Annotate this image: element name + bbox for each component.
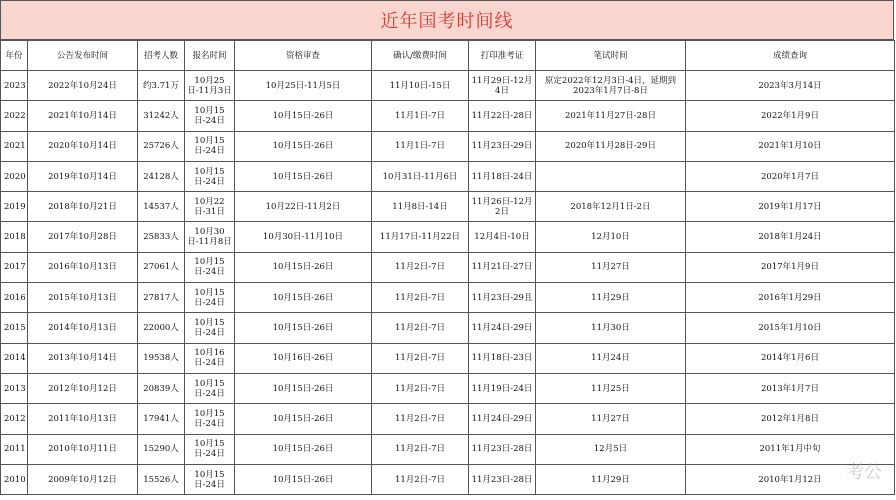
table-row [1, 434, 895, 464]
announce-date-cell: 2010年10月11日 [28, 434, 138, 464]
recruit-count-cell: 24128人 [138, 161, 185, 191]
table-body [1, 71, 895, 495]
admission-ticket-cell: 11月23日-29且 [469, 283, 536, 313]
admission-ticket-cell: 11月21日-27日 [469, 252, 536, 282]
watermark: 考公 [846, 462, 882, 483]
qualification-cell: 10月15日-26日 [235, 373, 372, 403]
year-cell: 2022 [1, 101, 28, 131]
payment-cell: 11月10日-15日 [372, 71, 469, 101]
year-cell: 2018 [1, 222, 28, 252]
written-exam-cell: 12月5日 [536, 434, 686, 464]
year-cell: 2013 [1, 373, 28, 403]
score-query-cell: 2018年1月24日 [686, 222, 895, 252]
written-exam-cell: 11月24日 [536, 343, 686, 373]
payment-cell: 11月2日-7日 [372, 313, 469, 343]
qualification-cell: 10月15日-26日 [235, 434, 372, 464]
written-exam-cell: 11月29日 [536, 464, 686, 494]
announce-date-cell: 2022年10月24日 [28, 71, 138, 101]
score-query-cell: 2017年1月9日 [686, 252, 895, 282]
recruit-count-cell: 15290人 [138, 434, 185, 464]
header-registration: 报名时间 [185, 41, 235, 71]
year-cell: 2017 [1, 252, 28, 282]
year-cell: 2011 [1, 434, 28, 464]
score-query-cell: 2019年1月17日 [686, 192, 895, 222]
recruit-count-cell: 31242人 [138, 101, 185, 131]
qualification-cell: 10月15日-26日 [235, 404, 372, 434]
table-row [1, 464, 895, 494]
score-query-cell: 2014年1月6日 [686, 343, 895, 373]
payment-cell: 11月2日-7日 [372, 464, 469, 494]
recruit-count-cell: 25833人 [138, 222, 185, 252]
header-year: 年份 [1, 41, 28, 71]
year-cell: 2012 [1, 404, 28, 434]
payment-cell: 11月2日-7日 [372, 404, 469, 434]
table-row [1, 373, 895, 403]
qualification-cell: 10月22日-11月2日 [235, 192, 372, 222]
written-exam-cell: 原定2022年12月3日-4日，延期到2023年1月7日-8日 [536, 71, 686, 101]
written-exam-cell: 11月27日 [536, 252, 686, 282]
score-query-cell: 2013年1月7日 [686, 373, 895, 403]
announce-date-cell: 2011年10月13日 [28, 404, 138, 434]
score-query-cell: 2021年1月10日 [686, 131, 895, 161]
table-row [1, 101, 895, 131]
header-announce-date: 公告发布时间 [28, 41, 138, 71]
admission-ticket-cell: 12月4日-10日 [469, 222, 536, 252]
table-row [1, 313, 895, 343]
page-title: 近年国考时间线 [380, 11, 514, 32]
payment-cell: 11月2日-7日 [372, 252, 469, 282]
recruit-count-cell: 22000人 [138, 313, 185, 343]
year-cell: 2021 [1, 131, 28, 161]
registration-cell: 10月15日-24日 [185, 464, 235, 494]
header-row [1, 41, 895, 71]
qualification-cell: 10月16日-26日 [235, 343, 372, 373]
header-admission-ticket: 打印准考证 [469, 41, 536, 71]
table-row [1, 222, 895, 252]
admission-ticket-cell: 11月19日-24日 [469, 373, 536, 403]
qualification-cell: 10月15日-26日 [235, 252, 372, 282]
header-recruit-count: 招考人数 [138, 41, 185, 71]
year-cell: 2014 [1, 343, 28, 373]
registration-cell: 10月15日-24日 [185, 313, 235, 343]
registration-cell: 10月15日-24日 [185, 252, 235, 282]
written-exam-cell: 2021年11月27日-28日 [536, 101, 686, 131]
admission-ticket-cell: 11月23日-29日 [469, 131, 536, 161]
year-cell: 2010 [1, 464, 28, 494]
year-cell: 2023 [1, 71, 28, 101]
score-query-cell: 2010年1月12日 [686, 464, 895, 494]
announce-date-cell: 2018年10月21日 [28, 192, 138, 222]
score-query-cell: 2011年1月中旬 [686, 434, 895, 464]
table-row [1, 161, 895, 191]
year-cell: 2020 [1, 161, 28, 191]
year-cell: 2015 [1, 313, 28, 343]
registration-cell: 10月22日-31日 [185, 192, 235, 222]
payment-cell: 11月1日-7日 [372, 101, 469, 131]
recruit-count-cell: 14537人 [138, 192, 185, 222]
recruit-count-cell: 20839人 [138, 373, 185, 403]
registration-cell: 10月15日-24日 [185, 373, 235, 403]
written-exam-cell: 11月27日 [536, 404, 686, 434]
recruit-count-cell: 27061人 [138, 252, 185, 282]
header-written-exam: 笔试时间 [536, 41, 686, 71]
payment-cell: 11月2日-7日 [372, 343, 469, 373]
score-query-cell: 2022年1月9日 [686, 101, 895, 131]
admission-ticket-cell: 11月29日-12月4日 [469, 71, 536, 101]
qualification-cell: 10月15日-26日 [235, 101, 372, 131]
announce-date-cell: 2019年10月14日 [28, 161, 138, 191]
admission-ticket-cell: 11月23日-28日 [469, 434, 536, 464]
registration-cell: 10月15日-24日 [185, 283, 235, 313]
written-exam-cell [536, 161, 686, 191]
registration-cell: 10月16日-24日 [185, 343, 235, 373]
table-row [1, 71, 895, 101]
registration-cell: 10月15日-24日 [185, 131, 235, 161]
score-query-cell: 2015年1月10日 [686, 313, 895, 343]
qualification-cell: 10月15日-26日 [235, 283, 372, 313]
announce-date-cell: 2014年10月13日 [28, 313, 138, 343]
written-exam-cell: 11月30日 [536, 313, 686, 343]
recruit-count-cell: 17941人 [138, 404, 185, 434]
registration-cell: 10月15日-24日 [185, 101, 235, 131]
registration-cell: 10月30日-11月8日 [185, 222, 235, 252]
recruit-count-cell: 15526人 [138, 464, 185, 494]
recruit-count-cell: 约3.71万 [138, 71, 185, 101]
table-row [1, 343, 895, 373]
recruit-count-cell: 27817人 [138, 283, 185, 313]
table-row [1, 283, 895, 313]
payment-cell: 11月2日-7日 [372, 283, 469, 313]
registration-cell: 10月15日-24日 [185, 161, 235, 191]
score-query-cell: 2023年3月14日 [686, 71, 895, 101]
table-row [1, 252, 895, 282]
written-exam-cell: 2018年12月1日-2日 [536, 192, 686, 222]
written-exam-cell: 11月29日 [536, 283, 686, 313]
payment-cell: 11月8日-14日 [372, 192, 469, 222]
admission-ticket-cell: 11月26日-12月2日 [469, 192, 536, 222]
announce-date-cell: 2012年10月12日 [28, 373, 138, 403]
payment-cell: 11月17日-11月22日 [372, 222, 469, 252]
qualification-cell: 10月15日-26日 [235, 313, 372, 343]
score-query-cell: 2012年1月8日 [686, 404, 895, 434]
registration-cell: 10月15日-24日 [185, 404, 235, 434]
payment-cell: 10月31日-11月6日 [372, 161, 469, 191]
announce-date-cell: 2013年10月14日 [28, 343, 138, 373]
exam-timeline-table [0, 40, 895, 495]
written-exam-cell: 11月25日 [536, 373, 686, 403]
qualification-cell: 10月25日-11月5日 [235, 71, 372, 101]
announce-date-cell: 2015年10月13日 [28, 283, 138, 313]
announce-date-cell: 2017年10月28日 [28, 222, 138, 252]
announce-date-cell: 2016年10月13日 [28, 252, 138, 282]
recruit-count-cell: 25726人 [138, 131, 185, 161]
admission-ticket-cell: 11月18日-24日 [469, 161, 536, 191]
table-row [1, 131, 895, 161]
registration-cell: 10月25日-11月3日 [185, 71, 235, 101]
admission-ticket-cell: 11月22日-28日 [469, 101, 536, 131]
announce-date-cell: 2009年10月12日 [28, 464, 138, 494]
payment-cell: 11月2日-7日 [372, 434, 469, 464]
qualification-cell: 10月15日-26日 [235, 464, 372, 494]
title-banner [0, 0, 894, 40]
written-exam-cell: 12月10日 [536, 222, 686, 252]
qualification-cell: 10月30日-11月10日 [235, 222, 372, 252]
announce-date-cell: 2020年10月14日 [28, 131, 138, 161]
table-row [1, 404, 895, 434]
score-query-cell: 2016年1月29日 [686, 283, 895, 313]
qualification-cell: 10月15日-26日 [235, 161, 372, 191]
admission-ticket-cell: 11月24日-29日 [469, 313, 536, 343]
written-exam-cell: 2020年11月28日-29日 [536, 131, 686, 161]
payment-cell: 11月2日-7日 [372, 373, 469, 403]
header-payment: 确认/缴费时间 [372, 41, 469, 71]
recruit-count-cell: 19538人 [138, 343, 185, 373]
score-query-cell: 2020年1月7日 [686, 161, 895, 191]
table-row [1, 192, 895, 222]
year-cell: 2019 [1, 192, 28, 222]
admission-ticket-cell: 11月18日-23日 [469, 343, 536, 373]
qualification-cell: 10月15日-26日 [235, 131, 372, 161]
registration-cell: 10月15日-24日 [185, 434, 235, 464]
payment-cell: 11月1日-7日 [372, 131, 469, 161]
header-qualification: 资格审查 [235, 41, 372, 71]
header-score-query: 成绩查询 [686, 41, 895, 71]
announce-date-cell: 2021年10月14日 [28, 101, 138, 131]
admission-ticket-cell: 11月24日-29日 [469, 404, 536, 434]
admission-ticket-cell: 11月23日-28日 [469, 464, 536, 494]
year-cell: 2016 [1, 283, 28, 313]
